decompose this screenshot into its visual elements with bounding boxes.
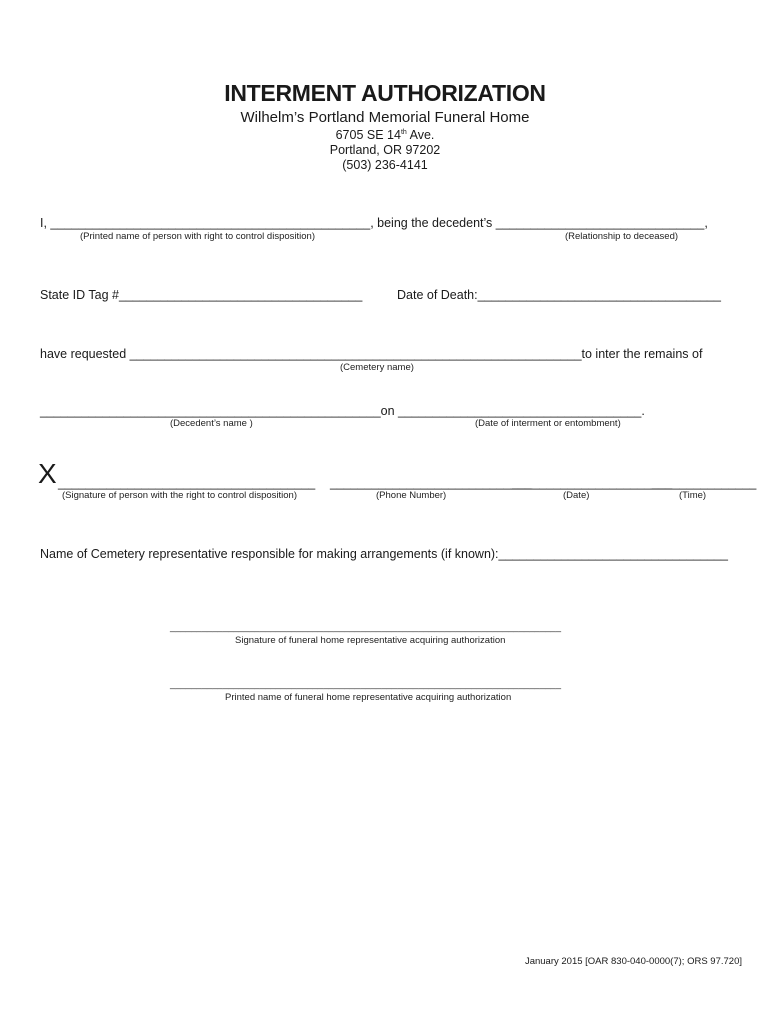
phone-number: (503) 236-4141 <box>342 158 428 172</box>
caption-signature: (Signature of person with the right to control disposition) <box>62 490 297 501</box>
street-address-end: Ave. <box>406 128 435 142</box>
funeral-home-name: Wilhelm’s Portland Memorial Funeral Home <box>240 109 530 126</box>
cemetery-representative-line[interactable]: Name of Cemetery representative responsible for making arrangements (if known):_________________________________ <box>40 547 728 561</box>
signature-line[interactable]: _____________________________________ <box>58 476 316 490</box>
caption-date: (Date) <box>563 490 590 501</box>
caption-relationship: (Relationship to deceased) <box>565 231 679 242</box>
caption-interment-date: (Date of interment or entombment) <box>475 418 621 429</box>
time-line[interactable]: _______________ <box>652 476 757 490</box>
state-id-tag-field[interactable]: State ID Tag #___________________________________ <box>40 288 363 302</box>
date-of-death-field[interactable]: Date of Death:___________________________________ <box>397 288 721 302</box>
cemetery-request-line[interactable]: have requested _________________________________________________________________to inter the remains of <box>40 347 703 361</box>
street-address-suffix: th <box>400 128 407 136</box>
footer-citation: January 2015 [OAR 830-040-0000(7); ORS 97.720] <box>524 956 742 967</box>
funeral-rep-signature-line[interactable]: __________________________________________________________________________ <box>170 622 561 633</box>
caption-phone: (Phone Number) <box>376 490 447 501</box>
form-title: INTERMENT AUTHORIZATION <box>224 80 546 106</box>
caption-decedent-name: (Decedent’s name ) <box>170 418 253 429</box>
caption-funeral-rep-signature: Signature of funeral home representative acquiring authorization <box>235 635 506 646</box>
caption-time: (Time) <box>679 490 707 501</box>
city-address: Portland, OR 97202 <box>329 143 441 157</box>
caption-funeral-rep-printed-name: Printed name of funeral home representative acquiring authorization <box>225 692 512 703</box>
disposition-person-line[interactable]: I, ______________________________________________, being the decedent’s ______________________________, <box>40 216 708 230</box>
decedent-interment-line[interactable]: _________________________________________________on ___________________________________. <box>40 404 645 418</box>
caption-printed-name: (Printed name of person with right to control disposition) <box>80 231 315 242</box>
signature-x-mark: X <box>38 458 57 489</box>
funeral-rep-printed-name-line[interactable]: __________________________________________________________________________ <box>170 679 561 690</box>
caption-cemetery-name: (Cemetery name) <box>340 362 414 373</box>
street-address <box>0 128 770 142</box>
date-line[interactable]: _______________________ <box>512 476 672 490</box>
phone-line[interactable]: _____________________________ <box>330 476 532 490</box>
street-address-main: 6705 SE 14 <box>335 128 401 142</box>
